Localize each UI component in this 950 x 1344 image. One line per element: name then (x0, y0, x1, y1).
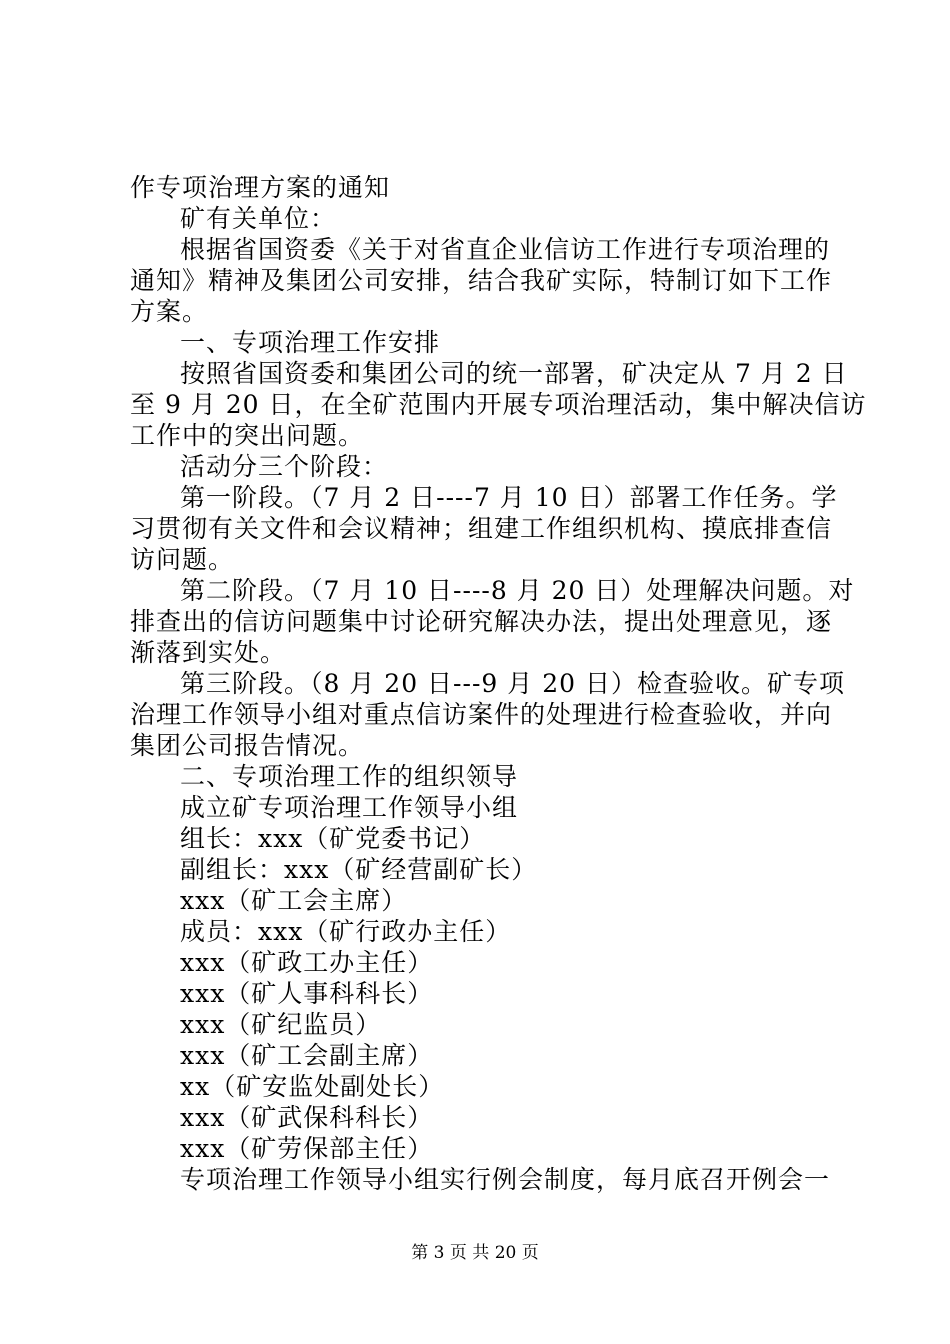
text-line: 第一阶段。（7 月 2 日----7 月 10 日）部署工作任务。学 (180, 483, 838, 512)
text-line: 作专项治理方案的通知 (130, 173, 391, 202)
text-line: xx（矿安监处副处长） (180, 1072, 445, 1101)
text-line: 访问题。 (130, 545, 235, 574)
text-line: 方案。 (130, 297, 209, 326)
text-line: xxx（矿劳保部主任） (180, 1134, 434, 1163)
text-line: 根据省国资委《关于对省直企业信访工作进行专项治理的 (180, 235, 831, 264)
text-line: xxx（矿工会副主席） (180, 1041, 434, 1070)
text-line: 按照省国资委和集团公司的统一部署，矿决定从 7 月 2 日 (180, 359, 848, 388)
text-line: 成员：xxx（矿行政办主任） (180, 917, 512, 946)
page-footer: 第 3 页 共 20 页 (411, 1243, 539, 1263)
text-line: xxx（矿武保科科长） (180, 1103, 434, 1132)
text-line: 一、专项治理工作安排 (180, 328, 441, 357)
text-line: xxx（矿人事科科长） (180, 979, 434, 1008)
text-line: 排查出的信访问题集中讨论研究解决办法，提出处理意见，逐 (130, 607, 833, 636)
text-line: xxx（矿政工办主任） (180, 948, 434, 977)
text-line: 至 9 月 20 日，在全矿范围内开展专项治理活动，集中解决信访 (130, 390, 867, 419)
text-line: 习贯彻有关文件和会议精神；组建工作组织机构、摸底排查信 (130, 514, 833, 543)
text-line: 副组长：xxx（矿经营副矿长） (180, 855, 538, 884)
text-line: 活动分三个阶段： (180, 452, 389, 481)
text-line: xxx（矿纪监员） (180, 1010, 382, 1039)
text-line: 二、专项治理工作的组织领导 (180, 762, 519, 791)
text-line: 成立矿专项治理工作领导小组 (180, 793, 519, 822)
text-line: 通知》精神及集团公司安排，结合我矿实际，特制订如下工作 (130, 266, 833, 295)
text-line: 治理工作领导小组对重点信访案件的处理进行检查验收，并向 (130, 700, 833, 729)
text-line: 工作中的突出问题。 (130, 421, 365, 450)
text-line: 第二阶段。（7 月 10 日----8 月 20 日）处理解决问题。对 (180, 576, 855, 605)
text-line: 第三阶段。（8 月 20 日---9 月 20 日）检查验收。矿专项 (180, 669, 845, 698)
document-body (130, 172, 867, 1195)
text-line: 渐落到实处。 (130, 638, 287, 667)
text-line: 专项治理工作领导小组实行例会制度，每月底召开例会一 (180, 1165, 831, 1194)
text-line: 组长：xxx（矿党委书记） (180, 824, 486, 853)
text-line: 集团公司报告情况。 (130, 731, 365, 760)
text-line: xxx（矿工会主席） (180, 886, 408, 915)
text-line: 矿有关单位： (180, 204, 337, 233)
